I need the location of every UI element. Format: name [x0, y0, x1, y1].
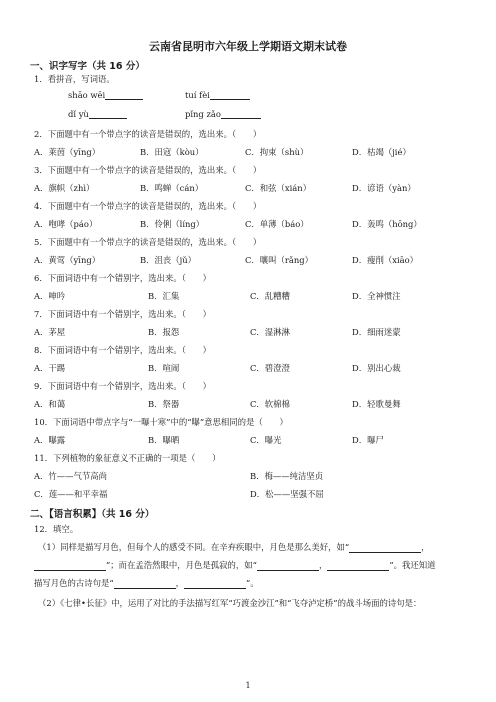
- option-d[interactable]: D．轰鸣（hōng）: [352, 219, 422, 229]
- question-7-stem: 7．下面词语中有一个错别字，选出来。（ ）: [34, 309, 212, 319]
- section-heading-2: 二、【语言积累】（共 16 分）: [30, 509, 155, 520]
- option-c[interactable]: C．乱糟糟: [250, 291, 290, 301]
- question-3-stem: 3．下面题中有一个带点字的读音是错误的，选出来。（ ）: [34, 165, 262, 175]
- option-d[interactable]: D．细雨迷蒙: [352, 327, 401, 337]
- option-c[interactable]: C．拘束（shù）: [245, 147, 309, 157]
- option-b[interactable]: B．祭器: [148, 399, 180, 409]
- option-d[interactable]: D．谚语（yàn）: [352, 183, 416, 193]
- pinyin-item: [185, 109, 261, 119]
- answer-blank[interactable]: [221, 110, 261, 119]
- pinyin-item: [68, 109, 127, 119]
- answer-blank[interactable]: [105, 91, 143, 100]
- option-c[interactable]: C．软棉棉: [250, 399, 290, 409]
- option-a[interactable]: A．旗帜（zhì）: [34, 183, 95, 193]
- pinyin-text: tuí fèi: [185, 90, 210, 100]
- answer-blank[interactable]: [114, 580, 176, 589]
- option-d[interactable]: D．枯竭（jié）: [352, 147, 411, 157]
- pinyin-item: [185, 90, 250, 100]
- section-heading-1: 一、识字写字（共 16 分）: [30, 61, 145, 72]
- question-5-stem: 5．下面题中有一个带点字的读音是错误的，选出来。（ ）: [34, 237, 262, 247]
- option-a[interactable]: A．呻吟: [34, 291, 66, 301]
- option-a[interactable]: A．竹——气节高尚: [34, 471, 108, 481]
- option-a[interactable]: A．干踢: [34, 363, 66, 373]
- option-d[interactable]: D．轻歌曼舞: [352, 399, 401, 409]
- option-b[interactable]: B．梅——纯洁坚贞: [250, 471, 324, 481]
- option-a[interactable]: A．茅屋: [34, 327, 66, 337]
- option-c[interactable]: C．碧澄澄: [250, 363, 290, 373]
- answer-blank[interactable]: [184, 580, 246, 589]
- answer-blank[interactable]: [34, 562, 106, 571]
- option-b[interactable]: B．鸣蝉（cán）: [140, 183, 204, 193]
- option-b[interactable]: B．喧闹: [148, 363, 180, 373]
- option-d[interactable]: D．瘦削（xiāo）: [352, 255, 419, 265]
- option-d[interactable]: D．松——坚强不屈: [250, 489, 324, 499]
- option-c[interactable]: C．单薄（báo）: [245, 219, 309, 229]
- fill-line-2: ”；而在孟浩然眼中，月色是孤寂的，如“ ， ”。我还知道: [34, 559, 435, 571]
- pinyin-text: shāo wēi: [68, 90, 106, 100]
- question-6-stem: 6．下面词语中有一个错别字，选出来。（ ）: [34, 273, 212, 283]
- answer-blank[interactable]: [349, 544, 421, 553]
- option-c[interactable]: C．嚷叫（rǎng）: [245, 255, 314, 265]
- question-8-stem: 8．下面词语中有一个错别字，选出来。（ ）: [34, 345, 212, 355]
- option-d[interactable]: D．全神惯注: [352, 291, 401, 301]
- page-number: 1: [245, 681, 251, 690]
- option-a[interactable]: A．莱茵（yīng）: [34, 147, 101, 157]
- answer-blank[interactable]: [327, 562, 389, 571]
- fill-line-4: （2）《七律•长征》中，运用了对比的手法描写红军“巧渡金沙江”和“飞夺泸定桥”的战斗场面的诗句是：: [38, 598, 422, 608]
- option-b[interactable]: B．沮丧（jǔ）: [140, 255, 197, 265]
- question-12-stem: 12．填空。: [34, 524, 79, 534]
- option-c[interactable]: C．莲——和平幸福: [34, 489, 108, 499]
- question-10-stem: 10．下面词语中带点字与“一曝十寒”中的“曝”意思相同的是（ ）: [34, 417, 288, 427]
- question-1-stem: 1．看拼音，写词语。: [34, 74, 115, 84]
- pinyin-item: [68, 90, 143, 100]
- option-b[interactable]: B．报怨: [148, 327, 180, 337]
- fill-line-1: （1）同样是描写月色，但每个人的感受不同。在辛弃疾眼中，月色是那么美好，如“ ，: [38, 542, 430, 552]
- option-b[interactable]: B．伶俐（líng）: [140, 219, 205, 229]
- option-b[interactable]: B．汇集: [148, 291, 180, 301]
- question-9-stem: 9．下面词语中有一个错别字，选出来。（ ）: [34, 381, 212, 391]
- option-c[interactable]: C．和弦（xián）: [245, 183, 312, 193]
- fill-line-3: 描写月色的古诗句是“ ， ”。: [34, 578, 259, 588]
- option-b[interactable]: B．曝晒: [148, 435, 180, 445]
- pinyin-text: pǐng zǎo: [185, 109, 221, 119]
- answer-blank[interactable]: [210, 91, 250, 100]
- option-c[interactable]: C．湿淋淋: [250, 327, 290, 337]
- option-a[interactable]: A．咆哮（páo）: [34, 219, 98, 229]
- answer-blank[interactable]: [257, 562, 319, 571]
- answer-blank[interactable]: [89, 110, 127, 119]
- question-11-stem: 11．下列植物的象征意义不正确的一项是（ ）: [34, 453, 221, 463]
- option-d[interactable]: D．别出心裁: [352, 363, 401, 373]
- option-d[interactable]: D．曝尸: [352, 435, 384, 445]
- option-a[interactable]: A．和蔼: [34, 399, 66, 409]
- question-2-stem: 2．下面题中有一个带点字的读音是错误的，选出来。（ ）: [34, 129, 262, 139]
- option-a[interactable]: A．黄莺（yīng）: [34, 255, 101, 265]
- option-b[interactable]: B．田寇（kòu）: [140, 147, 204, 157]
- page-title: 云南省昆明市六年级上学期语文期末试卷: [149, 40, 347, 53]
- option-a[interactable]: A．曝露: [34, 435, 66, 445]
- question-4-stem: 4．下面题中有一个带点字的读音是错误的，选出来。（ ）: [34, 201, 262, 211]
- option-c[interactable]: C．曝光: [250, 435, 282, 445]
- pinyin-text: dǐ yù: [68, 109, 89, 119]
